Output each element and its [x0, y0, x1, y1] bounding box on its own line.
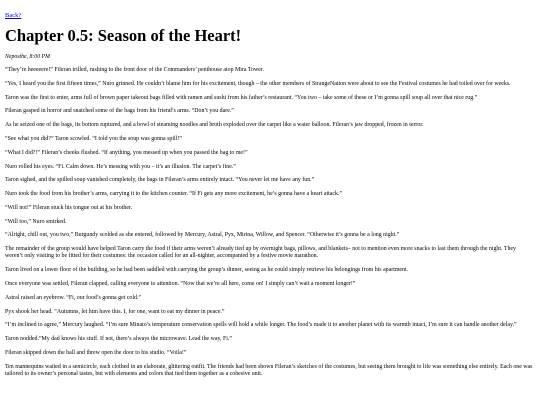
- story-paragraph: “Will not!” Fileran stuck his tongue out at his brother.: [5, 204, 133, 211]
- story-paragraph: “Yes, I heard you the first fifteen times,” Nuro grinned. He couldn’t blame him for his excitement, though – the other members of StrangeNation were about to see the Festival costumes he had toiled over for weeks.: [5, 80, 511, 87]
- story-paragraph: “Will too,” Nuro smirked.: [5, 218, 67, 225]
- story-paragraph: Pyx shook her head. “Autumns, let him have this. I, for one, want to eat my dinner in peace.”: [5, 308, 225, 315]
- story-paragraph: “Alright, chill out, you two,” Burgundy scolded as she entered, followed by Mercury, Astral, Pyx, Mirina, Willow, and Spencer. “Otherwise it’s gonna be a long night.”: [5, 232, 400, 239]
- story-paragraph: Astral raised an eyebrow. “Fi, our food’s gonna get cold.”: [5, 294, 142, 301]
- story-body: [5, 67, 535, 378]
- story-paragraph: Taron nodded.“My dad knows his stuff. If not, there’s always the microwave. Lead the way, Fi.”: [5, 336, 232, 343]
- story-paragraph: Fileran skipped down the hall and threw open the door to his studio. “Voila!”: [5, 349, 187, 356]
- back-link[interactable]: Back?: [5, 12, 22, 19]
- story-paragraph: Taron sighed, and the spilled soup vanished completely, the bags in Fileran’s arms entirely intact. “You never let me have any fun.”: [5, 177, 315, 184]
- story-paragraph: Taron was the first to enter, arms full of brown paper takeout bags filled with ramen and sushi from his father’s restaurant. “You two – take some of these or I’m gonna spill soup all over that nice rug.”: [5, 94, 478, 101]
- location-time: Neposthe, 8:00 PM: [5, 54, 50, 61]
- story-paragraph: The remainder of the group would have helped Taron carry the food if their arms weren’t already tied up by overnight bags, pillows, and blankets– not to mention even more snacks to last them through the night. They weren’t only visiting to be fitted for their costumes: the occasion called for an all-nighter, accompanied by a festive movie marathon.: [5, 246, 516, 260]
- story-paragraph: “They’re heeeeere!” Fileran trilled, rushing to the front door of the Commanders’ penthouse atop Mira Tower.: [5, 67, 264, 74]
- story-paragraph: Nuro took the food from his brother’s arms, carrying it to the kitchen counter. “If Fi gets any more excitement, he’s gonna have a heart attack.”: [5, 191, 343, 198]
- story-paragraph: Nuro rolled his eyes. “Fi. Calm down. He’s messing with you – it’s an illusion. The carpet’s fine.”: [5, 163, 236, 170]
- story-paragraph: Once everyone was settled, Fileran clapped, calling everyone to attention. “Now that we’re all here, come on! I simply can’t wait a moment longer!”: [5, 281, 356, 287]
- story-paragraph: “See what you did?” Taron scowled. “I told you the soup was gonna spill!”: [5, 135, 182, 142]
- story-paragraph: As he seized one of the bags, its bottom ruptured, and a bowl of steaming noodles and broth exploded over the carpet like a water balloon. Fileran’s jaw dropped, frozen in terror.: [5, 122, 424, 129]
- story-paragraph: Taron lived on a lower floor of the building, so he had been saddled with carrying the group’s dinner, seeing as he could simply retrieve his belongings from his apartment.: [5, 267, 409, 274]
- story-paragraph: Fileran gasped in horror and snatched some of the bags from his friend’s arms. “Don’t you dare.”: [5, 108, 234, 115]
- story-paragraph: “What I did?!” Fileran’s cheeks flushed. “If anything, you messed up when you passed the bag to me!”: [5, 149, 248, 156]
- story-paragraph: “I’m inclined to agree,” Mercury laughed. “I’m sure Minato’s temperature conservation spells will hold a while longer. The food’s made it to another planet with its warmth intact, I’m sure it can handle another delay.”: [5, 322, 517, 329]
- story-paragraph: Ten mannequins waited in a semicircle, each clothed in an elaborate, glittering outfit. The friends had been shown Fileran’s sketches of the costumes, but seeing them brought to life was something else entirely. Each one was tailored to its owner’s personal tastes, but with elements and colors that tied them together as a cohesive unit.: [5, 363, 533, 377]
- chapter-title: Chapter 0.5: Season of the Heart!: [5, 26, 242, 45]
